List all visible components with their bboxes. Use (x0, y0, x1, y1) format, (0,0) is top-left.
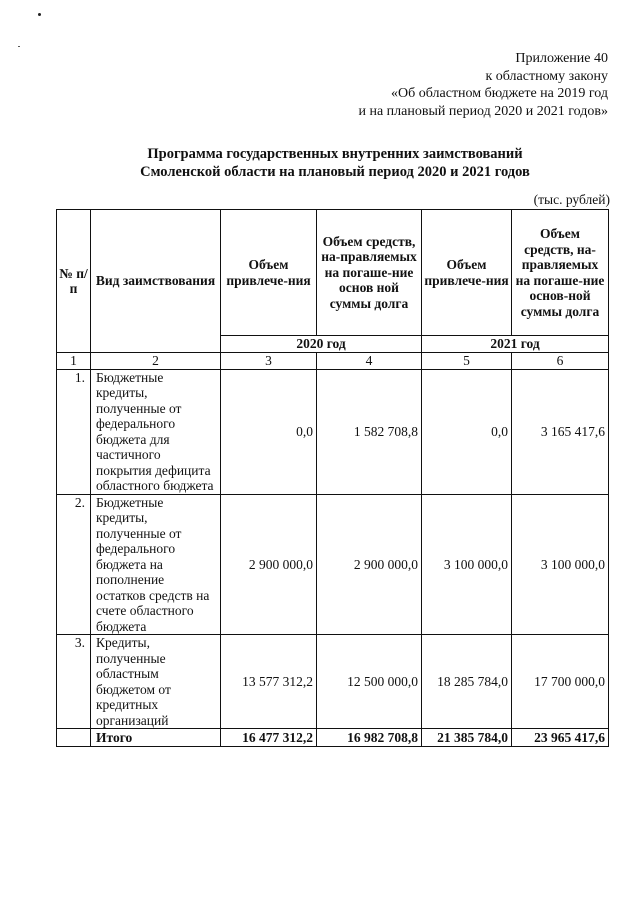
appendix-line: Приложение 40 (515, 51, 608, 66)
total-attraction-2020: 16 477 312,2 (221, 729, 317, 747)
header-repayment-2020: Объем средств, на-правляемых на погаше-ние основ ной суммы долга (317, 210, 422, 336)
table-row (57, 369, 609, 494)
column-number: 5 (422, 353, 512, 370)
appendix-note (358, 50, 608, 120)
column-number: 4 (317, 353, 422, 370)
column-number-row (57, 353, 609, 370)
units-note: (тыс. рублей) (533, 192, 610, 207)
column-number: 6 (512, 353, 609, 370)
appendix-line: и на плановый период 2020 и 2021 годов» (358, 103, 608, 119)
header-attraction-2020: Объем привлече-ния (221, 210, 317, 336)
header-repayment-2021: Объем средств, на-правляемых на погаше-ние основ-ной суммы долга (512, 210, 609, 336)
repayment-2020: 2 900 000,0 (317, 494, 422, 635)
borrowing-type: Бюджетные кредиты, полученные от федерального бюджета для частичного покрытия дефицита областного бюджета (91, 369, 221, 494)
attraction-2020: 2 900 000,0 (221, 494, 317, 635)
table-row (57, 494, 609, 635)
attraction-2021: 18 285 784,0 (422, 635, 512, 729)
attraction-2020: 13 577 312,2 (221, 635, 317, 729)
document-title (50, 145, 620, 181)
row-number: 2. (57, 494, 91, 635)
title-line: Смоленской области на плановый период 2020 и 2021 годов (140, 164, 530, 180)
column-number: 2 (91, 353, 221, 370)
table-row (57, 635, 609, 729)
column-number: 3 (221, 353, 317, 370)
column-number: 1 (57, 353, 91, 370)
scan-speck (18, 46, 20, 47)
borrowing-type: Бюджетные кредиты, полученные от федерального бюджета на пополнение остатков средств на счете областного бюджета (91, 494, 221, 635)
repayment-2021: 17 700 000,0 (512, 635, 609, 729)
row-number: 3. (57, 635, 91, 729)
total-row-number (57, 729, 91, 747)
total-repayment-2020: 16 982 708,8 (317, 729, 422, 747)
borrowing-type: Кредиты, полученные областным бюджетом от кредитных организаций (91, 635, 221, 729)
header-no: № п/п (57, 210, 91, 353)
attraction-2021: 3 100 000,0 (422, 494, 512, 635)
total-row (57, 729, 609, 747)
repayment-2021: 3 165 417,6 (512, 369, 609, 494)
scan-speck (38, 13, 41, 16)
header-attraction-2021: Объем привлече-ния (422, 210, 512, 336)
total-attraction-2021: 21 385 784,0 (422, 729, 512, 747)
row-number: 1. (57, 369, 91, 494)
total-label: Итого (91, 729, 221, 747)
repayment-2021: 3 100 000,0 (512, 494, 609, 635)
repayment-2020: 1 582 708,8 (317, 369, 422, 494)
appendix-line: к областному закону (485, 68, 608, 84)
repayment-2020: 12 500 000,0 (317, 635, 422, 729)
appendix-line: «Об областном бюджете на 2019 год (391, 86, 608, 101)
attraction-2021: 0,0 (422, 369, 512, 494)
header-borrowing-type: Вид заимствования (91, 210, 221, 353)
total-repayment-2021: 23 965 417,6 (512, 729, 609, 747)
header-year-2021: 2021 год (422, 336, 609, 353)
borrowing-program-table (56, 209, 609, 747)
header-year-2020: 2020 год (221, 336, 422, 353)
attraction-2020: 0,0 (221, 369, 317, 494)
title-line: Программа государственных внутренних заимствований (147, 146, 523, 162)
